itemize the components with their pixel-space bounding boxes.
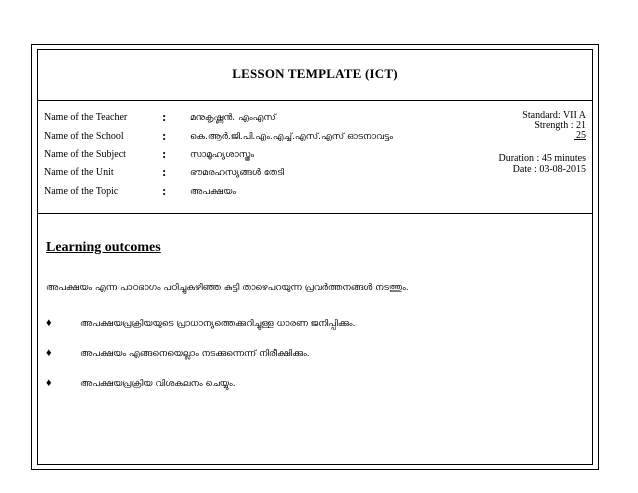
unit-value: ഭൗമരഹസ്യങ്ങൾ തേടി xyxy=(190,168,285,178)
details-divider xyxy=(37,213,593,214)
strength-total: 25 xyxy=(576,130,586,141)
subject-value: സാമൂഹ്യശാസ്ത്രം xyxy=(190,150,255,160)
teacher-colon: : xyxy=(162,109,167,124)
page-title: LESSON TEMPLATE (ICT) xyxy=(232,66,398,81)
teacher-label: Name of the Teacher xyxy=(44,112,128,123)
unit-colon: : xyxy=(162,164,167,179)
topic-value: അപക്ഷയം xyxy=(190,187,237,197)
topic-label: Name of the Topic xyxy=(44,186,119,197)
school-value: കെ.ആർ.ജി.പി.എം.എച്ച്.എസ്.എസ് ഓടനാവട്ടം xyxy=(190,132,393,142)
outcome-item: അപക്ഷയം എങ്ങനെയെല്ലാം നടക്കുന്നെന്ന് നിരീക്ഷിക്കും. xyxy=(80,349,310,359)
outcome-item: അപക്ഷയപ്രക്രിയയുടെ പ്രാധാന്യത്തെക്കുറിച്ചുള്ള ധാരണ ജനിപ്പിക്കും. xyxy=(80,319,356,329)
school-colon: : xyxy=(162,128,167,143)
learning-outcomes-heading: Learning outcomes xyxy=(46,240,161,255)
date-text: Date : 03-08-2015 xyxy=(512,164,586,175)
strength-text: Strength : 21 xyxy=(534,120,586,131)
learning-outcomes-intro: അപക്ഷയം എന്ന പാഠഭാഗം പഠിച്ചുകഴിഞ്ഞ കുട്ടി താഴെപറയുന്ന പ്രവർത്തനങ്ങൾ നടത്തും. xyxy=(46,283,409,293)
school-label: Name of the School xyxy=(44,131,124,142)
unit-label: Name of the Unit xyxy=(44,167,114,178)
diamond-bullet-icon: ♦ xyxy=(46,377,52,389)
title-divider xyxy=(37,100,593,101)
outcome-item: അപക്ഷയപ്രക്രിയ വിശകലനം ചെയ്യും. xyxy=(80,379,236,389)
standard-text: Standard: VII A xyxy=(522,110,586,121)
subject-label: Name of the Subject xyxy=(44,149,126,160)
duration-text: Duration : 45 minutes xyxy=(498,153,586,164)
diamond-bullet-icon: ♦ xyxy=(46,317,52,329)
subject-colon: : xyxy=(162,146,167,161)
topic-colon: : xyxy=(162,183,167,198)
diamond-bullet-icon: ♦ xyxy=(46,347,52,359)
teacher-value: മനുകൃഷ്ണൻ. എംഎസ് xyxy=(190,113,276,123)
